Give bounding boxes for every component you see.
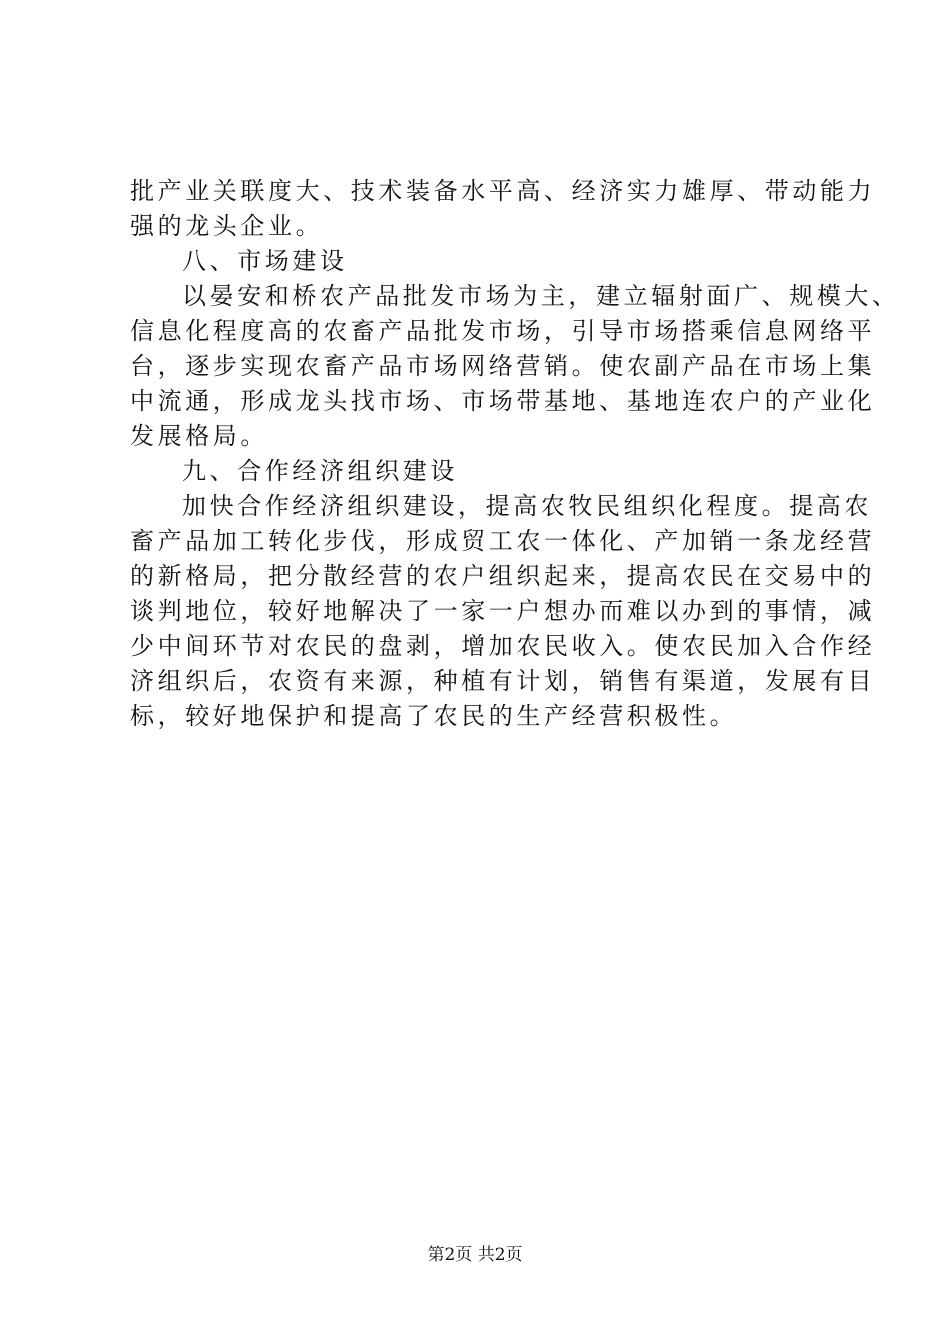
document-body — [130, 174, 900, 734]
text-line: 中流通，形成龙头找市场、市场带基地、基地连农户的产业化 — [130, 387, 876, 415]
text-line: 畜产品加工转化步伐，形成贸工农一体化、产加销一条龙经营 — [130, 527, 876, 555]
text-line: 标，较好地保护和提高了农民的生产经营积极性。 — [130, 702, 738, 730]
text-line: 谈判地位，较好地解决了一家一户想办而难以办到的事情，减 — [130, 597, 876, 625]
text-line: 台，逐步实现农畜产品市场网络营销。使农副产品在市场上集 — [130, 352, 876, 380]
text-line: 少中间环节对农民的盘剥，增加农民收入。使农民加入合作经 — [130, 632, 876, 660]
text-line: 以晏安和桥农产品批发市场为主，建立辐射面广、规模大、 — [182, 282, 900, 310]
text-line: 加快合作经济组织建设，提高农牧民组织化程度。提高农 — [182, 492, 872, 520]
text-line: 强的龙头企业。 — [130, 212, 324, 240]
text-line: 批产业关联度大、技术装备水平高、经济实力雄厚、带动能力 — [130, 177, 876, 205]
section-heading-market: 八、市场建设 — [182, 247, 348, 275]
section-heading-cooperative: 九、合作经济组织建设 — [182, 457, 458, 485]
page-footer: 第2页 共2页 — [427, 1245, 523, 1265]
text-line: 济组织后，农资有来源，种植有计划，销售有渠道，发展有目 — [130, 667, 876, 695]
text-line: 发展格局。 — [130, 422, 268, 450]
text-line: 的新格局，把分散经营的农户组织起来，提高农民在交易中的 — [130, 562, 876, 590]
text-line: 信息化程度高的农畜产品批发市场，引导市场搭乘信息网络平 — [130, 317, 876, 345]
